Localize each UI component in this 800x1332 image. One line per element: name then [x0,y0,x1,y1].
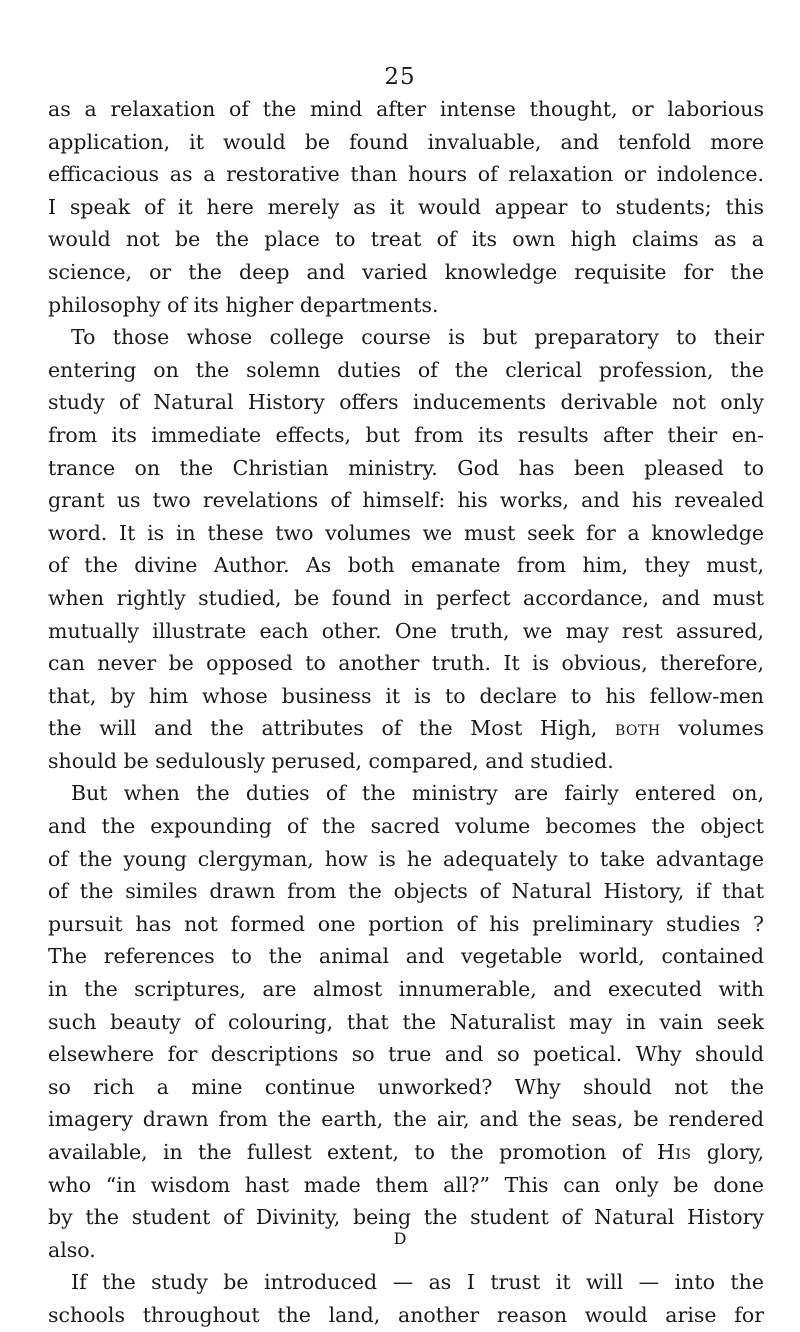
text-line: that, by him whose business it is to declare to his fellow-men [48,683,764,708]
text-line: such beauty of colouring, that the Naturalist may in vain seek [48,1009,764,1034]
text-run: glory, [691,1140,764,1164]
text-line [48,1136,764,1169]
text-line: But when the duties of the ministry are fairly entered on, [71,781,764,806]
text-line: and the expounding of the sacred volume becomes the object [48,814,764,839]
text-line: of the divine Author. As both emanate from him, they must, [48,553,764,578]
text-line: also. [48,1237,96,1262]
text-line [48,712,764,745]
text-run: volumes [660,716,764,741]
text-run: the will and the attributes of the Most High, [48,716,615,741]
text-line: as a relaxation of the mind after intense thought, or laborious [48,97,764,121]
text-line: from its immediate effects, but from its results after their en- [48,422,764,447]
text-run: available, in the fullest extent, to the promotion of [48,1140,657,1164]
text-line: can never be opposed to another truth. It is obvious, therefore, [48,651,764,676]
text-line: To those whose college course is but preparatory to their [71,325,764,350]
text-line: by the student of Divinity, being the student of Natural History [48,1205,764,1230]
text-line: efficacious as a restorative than hours of relaxation or indolence. [48,162,764,187]
text-line: word. It is in these two volumes we must seek for a knowledge [48,520,764,545]
text-line: grant us two revelations of himself: his works, and his revealed [48,488,764,513]
text-line: imagery drawn from the earth, the air, and the seas, be rendered [48,1107,764,1132]
text-line: philosophy of its higher departments. [48,292,439,317]
small-caps-word: His [657,1140,692,1164]
text-line: If the study be introduced — as I trust it will — into the [71,1270,764,1295]
body-text [48,93,764,1332]
page-number: 25 [384,64,416,90]
text-line: when rightly studied, be found in perfect accordance, and must [48,585,764,610]
text-line: so rich a mine continue unworked? Why should not the [48,1074,764,1099]
text-line: who “in wisdom hast made them all?” This can only be done [48,1172,764,1197]
text-line: schools throughout the land, another reason would arise for [48,1302,764,1327]
text-line: entering on the solemn duties of the clerical profession, the [48,357,764,382]
text-line: study of Natural History offers inducements derivable not only [48,390,764,415]
text-line: pursuit has not formed one portion of his preliminary studies ? [48,911,764,936]
text-line: mutually illustrate each other. One truth, we may rest assured, [48,618,764,643]
text-line: application, it would be found invaluable, and tenfold more [48,129,764,154]
signature-mark: D [393,1229,407,1248]
text-line: of the young clergyman, how is he adequately to take advantage [48,846,764,871]
small-caps-word: both [614,716,661,741]
text-line: The references to the animal and vegetable world, contained [48,944,764,969]
text-line: I speak of it here merely as it would appear to students; this [48,194,764,219]
text-line: of the similes drawn from the objects of Natural History, if that [48,879,764,904]
text-line: in the scriptures, are almost innumerable, and executed with [48,977,764,1002]
text-line: trance on the Christian ministry. God has been pleased to [48,455,764,480]
text-line: would not be the place to treat of its own high claims as a [48,227,764,252]
text-line: elsewhere for descriptions so true and so poetical. Why should [48,1042,764,1067]
text-line: science, or the deep and varied knowledge requisite for the [48,259,764,284]
text-line: should be sedulously perused, compared, and studied. [48,748,614,773]
